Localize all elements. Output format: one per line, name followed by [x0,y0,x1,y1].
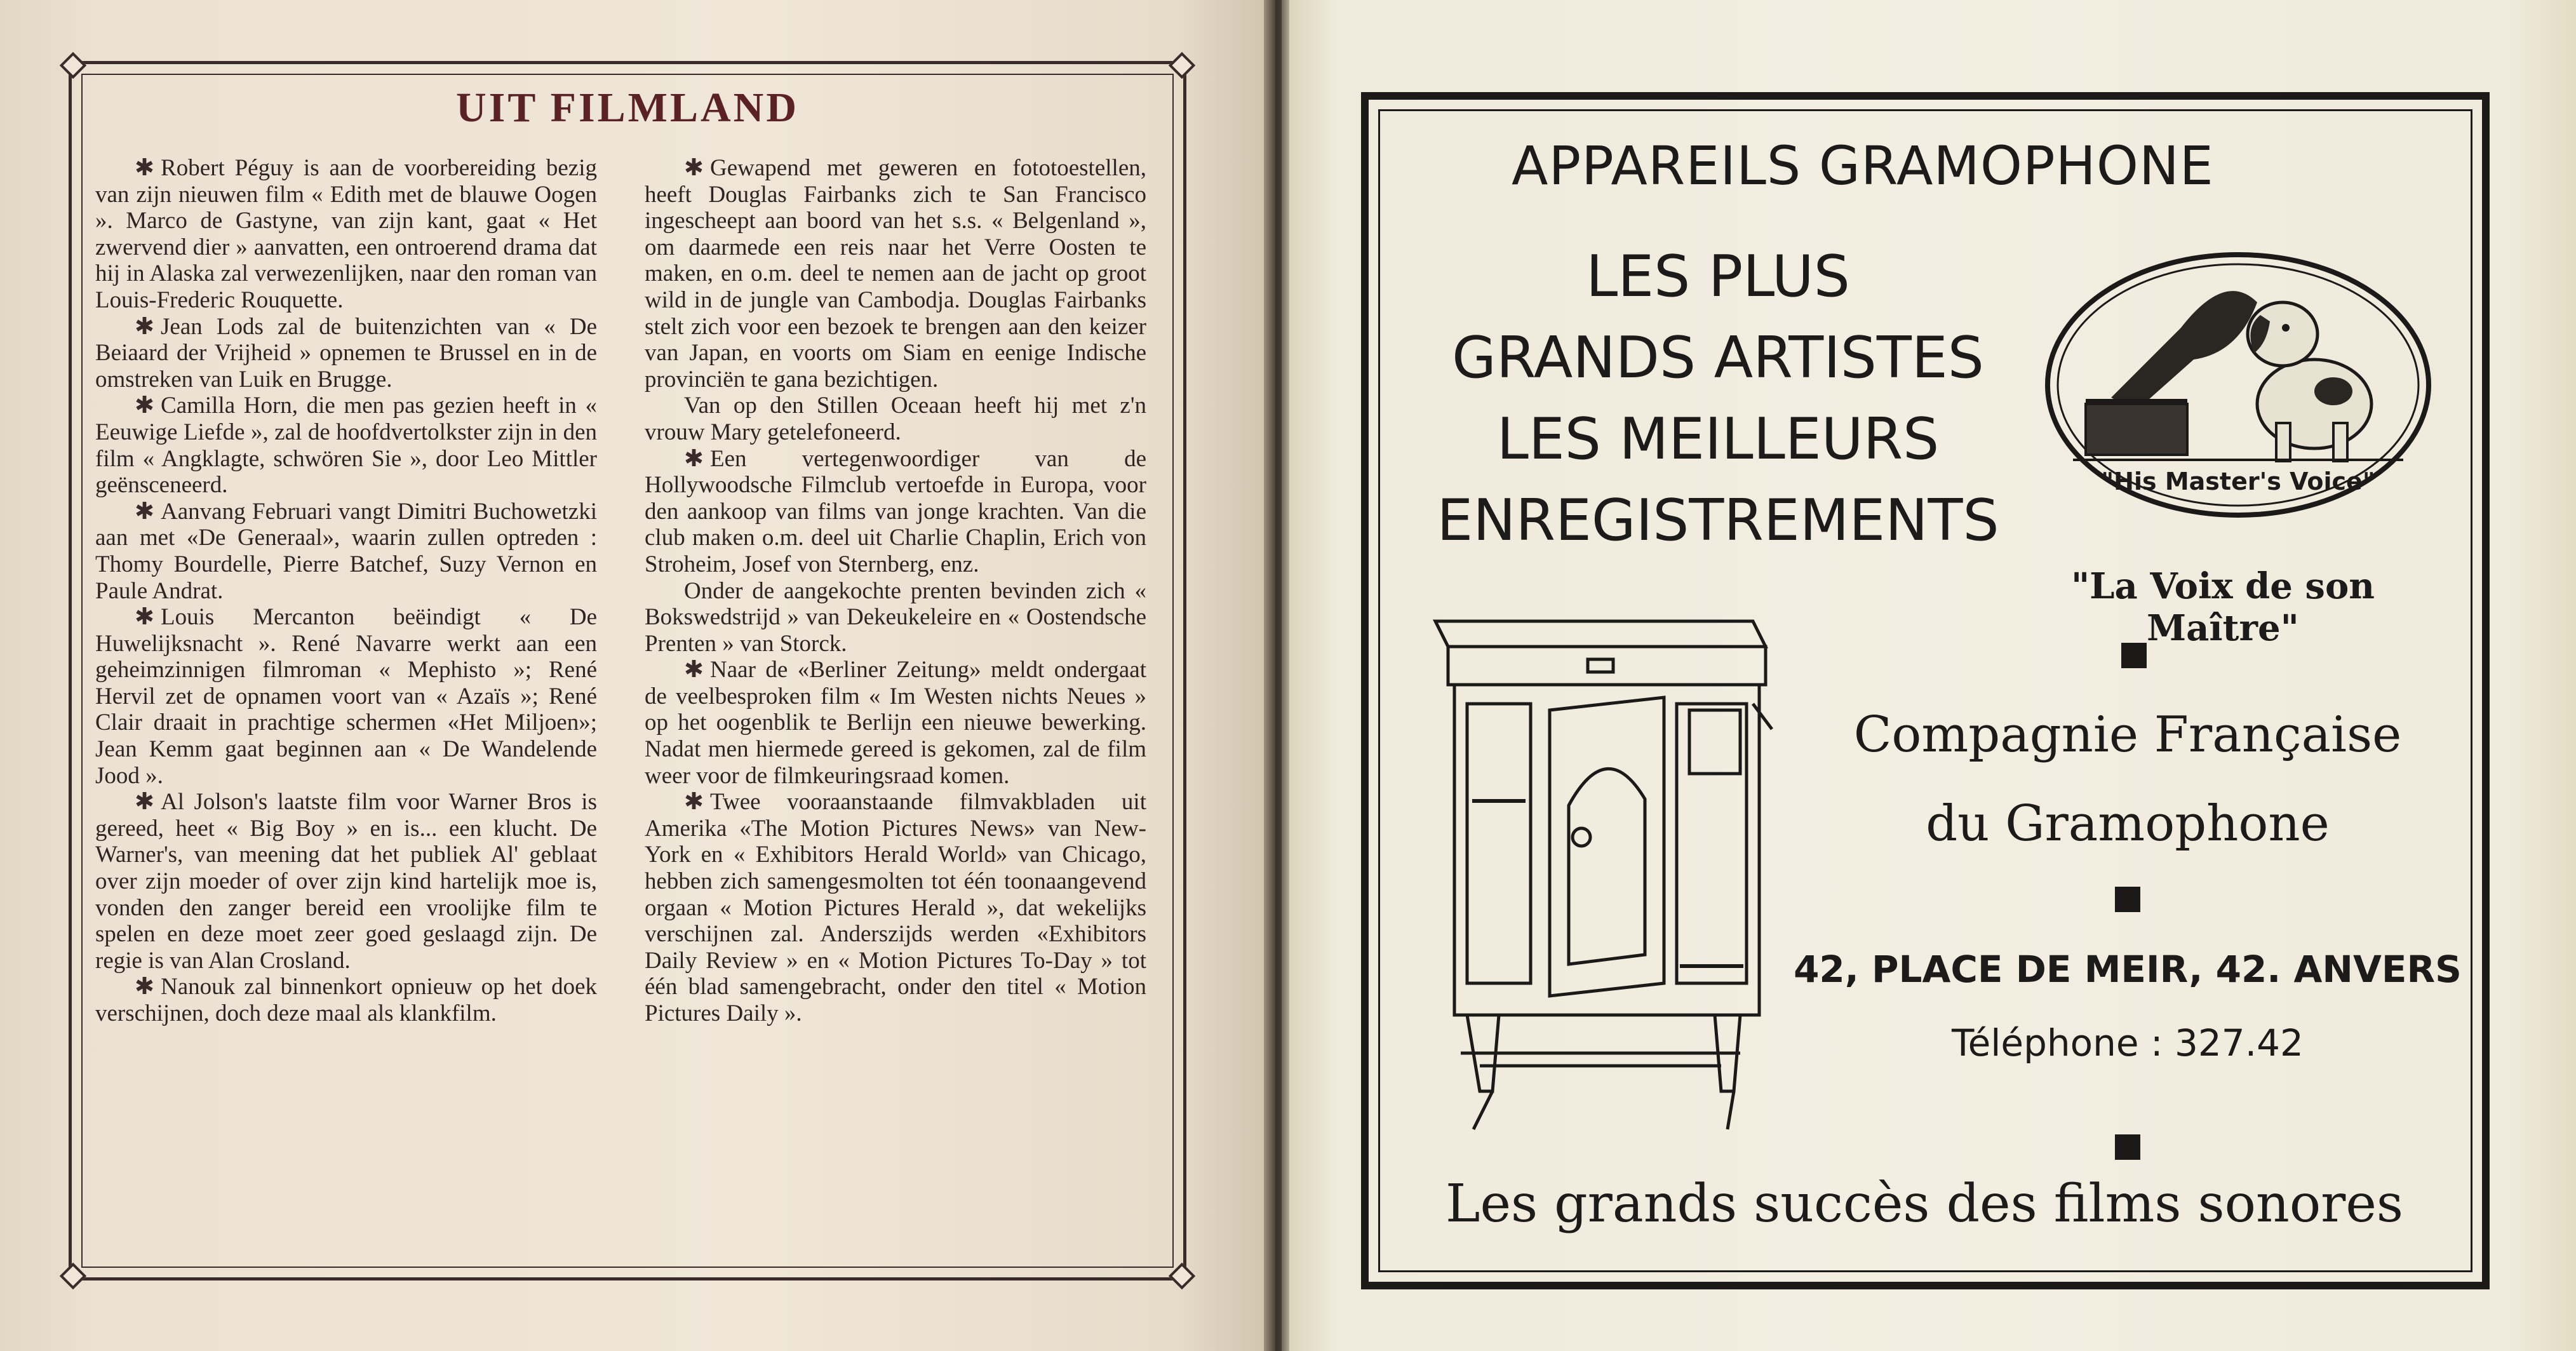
article-paragraph: Van op den Stillen Oceaan heeft hij met z'n vrouw Mary getelefoneerd. [645,393,1146,445]
article-paragraph: ✱ Louis Mercanton beëindigt « De Huwelijksnacht ». René Navarre werkt aan een geheimzinnigen filmroman « Mephisto »; René Hervil zet de opnamen voort van « Azaïs »; René Clair draait in prachtige schermen «Het Miljoen»; Jean Kemm gaat beginnen aan « De Wandelende Jood ». [95,604,597,789]
asterisk-icon: ✱ [135,604,155,631]
asterisk-icon: ✱ [135,313,155,340]
article-paragraph: ✱ Gewapend met geweren en fototoestellen, heeft Douglas Fairbanks zich te San Francisco ingescheept aan boord van het s.s. « Belgenland », om daarmede een reis naar het Verre Oosten te maken, en o.m. deel te nemen aan de jacht op groot wild in de jungle van Cambodja. Douglas Fairbanks stelt zich voor een bezoek te brengen aan den keizer van Japan, en voorts om Siam en eenige Indische provinciën te gana bezichtigen. [645,155,1146,393]
article-paragraph: ✱ Al Jolson's laatste film voor Warner Bros is gereed, heet « Big Boy » en is... een klucht. De Warner's, van meening dat het publiek Al' geblaat over zijn moeder of over zijn kind hartelijk moe is, vonden den zanger bereid een vroolijke film te spelen en deze moet zeer goed geslaagd zijn. De regie is van Alan Crosland. [95,789,597,974]
article-paragraph: ✱ Jean Lods zal de buitenzichten van « De Beiaard der Vrijheid » opnemen te Brussel en in de omstreken van Luik en Brugge. [95,313,597,393]
advert-tagline-line: GRANDS ARTISTES [1452,325,1984,391]
advert-tagline-line: ENREGISTREMENTS [1437,487,1999,554]
asterisk-icon: ✱ [135,789,155,816]
article-paragraph: ✱ Naar de «Berliner Zeitung» meldt ondergaat de veelbesproken film « Im Westen nichts Neues » op het oogenblik te Berlijn een nieuwe bewerking. Nadat men hiermede gereed is gekomen, zal de film weer voor de filmkeuringsraad komen. [645,657,1146,789]
advert-footer: Les grands succès des films sonores [1446,1174,2403,1234]
gramophone-cabinet-illustration [1423,608,1778,1142]
asterisk-icon: ✱ [684,789,704,816]
article-paragraph: ✱ Camilla Horn, die men pas gezien heeft in « Eeuwige Liefde », zal de hoofdvertolkster zijn in den film « Angklagte, schwören Sie », door Leo Mittler geënsceneerd. [95,393,597,499]
asterisk-icon: ✱ [135,155,155,181]
page-gutter [1264,0,1289,1351]
article-paragraph: ✱ Een vertegenwoordiger van de Hollywoodsche Filmclub vertoefde in Europa, voor den aankoop van films van jonge krachten. Van die club maken o.m. deel uit Charlie Chaplin, Erich von Stroheim, Josef von Sternberg, enz. [645,445,1146,577]
advert-tagline-line: LES MEILLEURS [1496,406,1940,473]
article-paragraph: ✱ Twee vooraanstaande filmvakbladen uit Amerika «The Motion Pictures News» van New-York en « Exhibitors Herald World» van Chicago, hebben zich samengesmolten tot één toonaangevend orgaan « Motion Pictures Herald », dat wekelijks verschijnen zal. Anderszijds werden «Exhibitors Daily Review » en « Motion Pictures To-Day » tot één blad samengebracht, onder den titel « Motion Pictures Daily ». [645,789,1146,1026]
advert-voice-line: "La Voix de son Maître" [2070,565,2375,649]
article-title: UIT FILMLAND [455,84,799,131]
advert-heading: APPAREILS GRAMOPHONE [1512,135,2214,197]
article-paragraph: Onder de aangekochte prenten bevinden zich « Bokswedstrijd » van Dekeukeleire en « Oostendsche Prenten » van Storck. [645,577,1146,657]
advert-tagline-line: LES PLUS [1586,243,1850,310]
square-bullet-icon [2115,1134,2140,1160]
square-bullet-icon [2121,643,2147,668]
advert-company-line: Compagnie Française [1853,706,2402,763]
asterisk-icon: ✱ [684,445,704,472]
asterisk-icon: ✱ [135,974,155,1000]
article-paragraph: ✱ Aanvang Februari vangt Dimitri Buchowetzki aan met «De Generaal», waarin zullen optreden : Thomy Bourdelle, Pierre Batchef, Suzy Vernon en Paule Andrat. [95,498,597,604]
article-paragraph: ✱ Robert Péguy is aan de voorbereiding bezig van zijn nieuwen film « Edith met de blauwe Oogen ». Marco de Gastyne, van zijn kant, gaat « Het zwervend dier » aanvatten, een ontroerend drama dat hij in Alaska zal verwezenlijken, naar den roman van Louis-Frederic Rouquette. [95,155,597,313]
asterisk-icon: ✱ [135,393,155,419]
asterisk-icon: ✱ [684,657,704,683]
article-column-left [95,155,597,1027]
advert-phone: Téléphone : 327.42 [1952,1021,2304,1065]
asterisk-icon: ✱ [684,155,704,181]
asterisk-icon: ✱ [135,498,155,525]
article-column-right [645,155,1146,1027]
article-paragraph: ✱ Nanouk zal binnenkort opnieuw op het doek verschijnen, doch deze maal als klankfilm. [95,974,597,1026]
square-bullet-icon [2115,887,2140,912]
logo-caption: "His Master's Voice" [2101,467,2375,495]
advert-address: 42, PLACE DE MEIR, 42. ANVERS [1794,948,2462,991]
advert-company-line: du Gramophone [1926,795,2330,852]
